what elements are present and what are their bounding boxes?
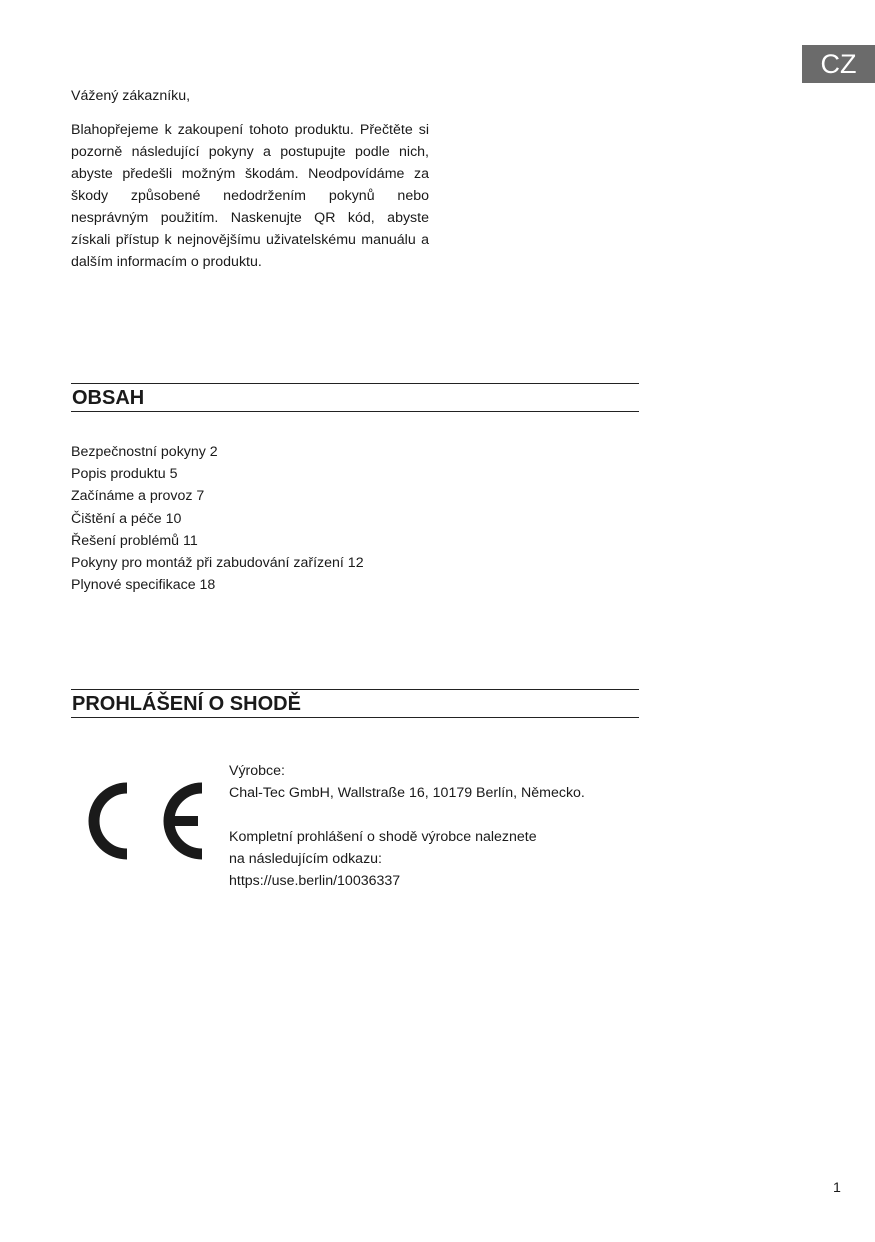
toc-item-getting-started[interactable]: Začínáme a provoz 7: [71, 488, 205, 505]
contents-heading-block: [71, 383, 639, 412]
greeting: Vážený zákazníku,: [71, 88, 191, 104]
ce-mark-icon: [84, 775, 208, 867]
toc-item-installation[interactable]: Pokyny pro montáž při zabudování zařízení 12: [71, 555, 364, 572]
toc-item-safety[interactable]: Bezpečnostní pokyny 2: [71, 444, 218, 460]
declaration-heading-block: [71, 689, 639, 718]
language-badge: CZ: [802, 45, 875, 83]
toc-item-product-description[interactable]: Popis produktu 5: [71, 466, 178, 483]
toc-item-cleaning[interactable]: Čištění a péče 10: [71, 510, 182, 527]
declaration-line-1: Kompletní prohlášení o shodě výrobce naleznete: [229, 829, 537, 845]
declaration-text: [229, 760, 585, 892]
page-number: 1: [833, 1180, 841, 1196]
manufacturer-address: Chal-Tec GmbH, Wallstraße 16, 10179 Berlín, Německo.: [229, 785, 585, 801]
intro-paragraph: Blahopřejeme k zakoupení tohoto produktu. Přečtěte si pozorně následující pokyny a postupujte podle nich, abyste předešli možným škodám. Neodpovídáme za škody způsobené nedodržením pokynů nebo nesprávným použitím. Naskenujte QR kód, abyste získali přístup k nejnovějšímu uživatelskému manuálu a dalším informacím o produktu.: [71, 122, 429, 270]
toc-item-troubleshooting[interactable]: Řešení problémů 11: [71, 532, 198, 549]
declaration-title: PROHLÁŠENÍ O SHODĚ: [72, 693, 301, 715]
toc-item-gas-specs[interactable]: Plynové specifikace 18: [71, 577, 216, 594]
declaration-line-2: na následujícím odkazu:: [229, 851, 383, 867]
declaration-link[interactable]: https://use.berlin/10036337: [229, 873, 401, 889]
manufacturer-label: Výrobce:: [229, 763, 285, 779]
table-of-contents: [71, 441, 364, 596]
contents-title: OBSAH: [72, 387, 145, 409]
